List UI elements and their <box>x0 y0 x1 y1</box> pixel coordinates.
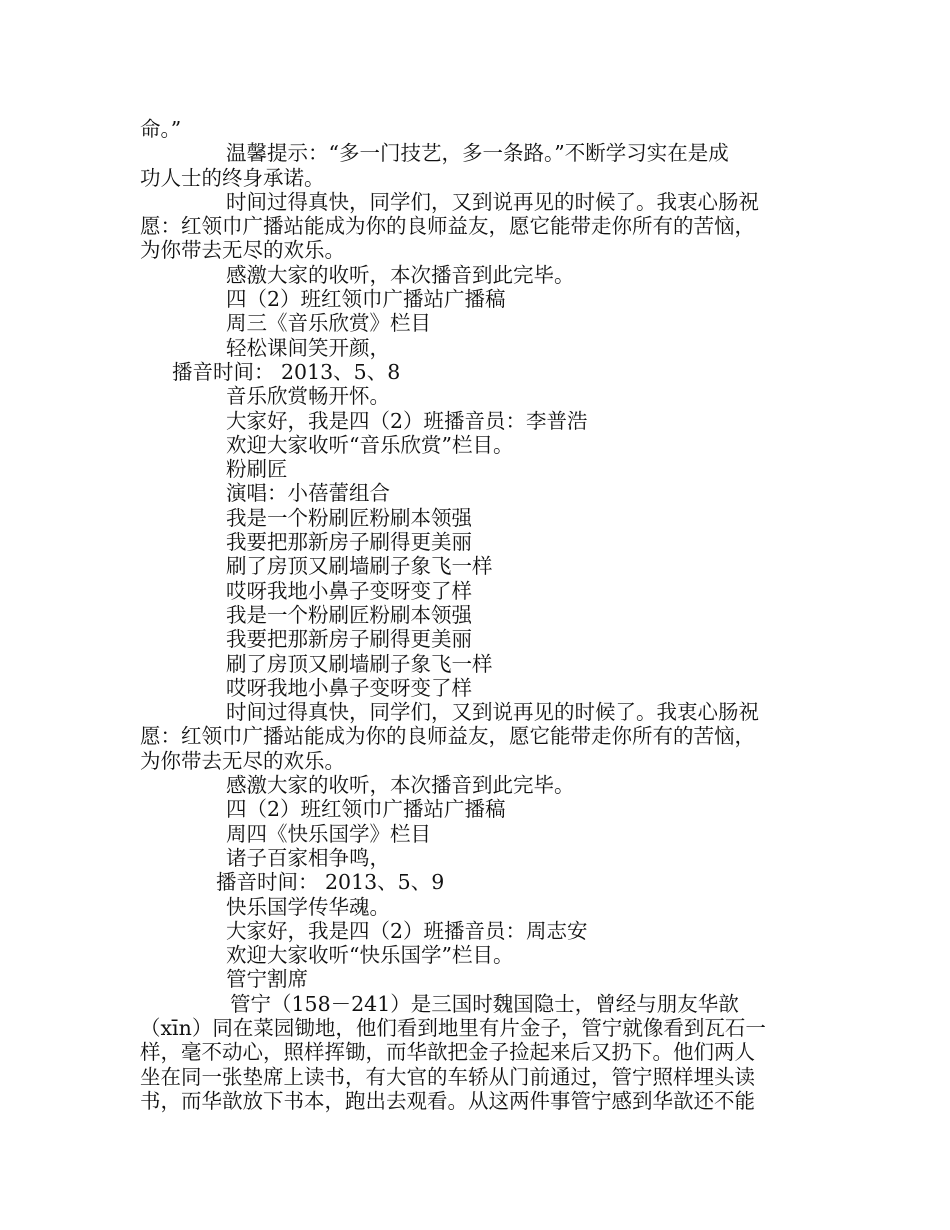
text-line: 样，毫不动心，照样挥锄，而华歆把金子捡起来后又扔下。他们两人 <box>140 1040 755 1065</box>
text-line: 诸子百家相争鸣， <box>226 845 390 870</box>
text-line: 管宁（158－241）是三国时魏国隐士，曾经与朋友华歆 <box>230 991 739 1016</box>
text-line: 愿：红领巾广播站能成为你的良师益友，愿它能带走你所有的苦恼， <box>140 214 755 239</box>
text-line: 刷了房顶又刷墙刷子象飞一样 <box>226 554 493 579</box>
text-line: 书，而华歆放下书本，跑出去观看。从这两件事管宁感到华歆还不能 <box>140 1088 755 1113</box>
text-line: 四（2）班红领巾广播站广播稿 <box>226 287 506 312</box>
text-line: 刷了房顶又刷墙刷子象飞一样 <box>226 651 493 676</box>
text-line: 播音时间： 2013、5、9 <box>216 870 445 895</box>
text-line: 我是一个粉刷匠粉刷本领强 <box>226 602 472 627</box>
text-line: 音乐欣赏畅开怀。 <box>226 384 390 409</box>
text-line: 功人士的终身承诺。 <box>140 165 325 190</box>
text-line: 周四《快乐国学》栏目 <box>226 821 431 846</box>
text-line: 时间过得真快，同学们，又到说再见的时候了。我衷心肠祝 <box>226 189 759 214</box>
document-body <box>140 117 820 1113</box>
text-line: 感激大家的收听，本次播音到此完毕。 <box>226 773 575 798</box>
text-line: 坐在同一张垫席上读书，有大官的车轿从门前通过，管宁照样埋头读 <box>140 1064 755 1089</box>
text-line: 轻松课间笑开颜， <box>226 335 390 360</box>
text-line: 为你带去无尽的欢乐。 <box>140 238 345 263</box>
text-line: 欢迎大家收听“音乐欣赏”栏目。 <box>226 432 514 457</box>
text-line: 管宁割席 <box>226 967 308 992</box>
text-line: 播音时间： 2013、5、8 <box>172 359 401 384</box>
text-line: 感激大家的收听，本次播音到此完毕。 <box>226 262 575 287</box>
text-line: 演唱：小蓓蕾组合 <box>226 481 390 506</box>
text-line: 温馨提示：“多一门技艺，多一条路。”不断学习实在是成 <box>226 141 729 166</box>
text-line: 命。” <box>140 117 182 141</box>
text-line: 为你带去无尽的欢乐。 <box>140 748 345 773</box>
text-line: 粉刷匠 <box>226 457 288 482</box>
text-line: 愿：红领巾广播站能成为你的良师益友，愿它能带走你所有的苦恼， <box>140 724 755 749</box>
text-line: 我是一个粉刷匠粉刷本领强 <box>226 505 472 530</box>
text-line: 大家好，我是四（2）班播音员：李普浩 <box>226 408 588 433</box>
text-line: 四（2）班红领巾广播站广播稿 <box>226 797 506 822</box>
text-line: 周三《音乐欣赏》栏目 <box>226 311 431 336</box>
text-line: 大家好，我是四（2）班播音员：周志安 <box>226 918 588 943</box>
text-line: （xīn）同在菜园锄地，他们看到地里有片金子，管宁就像看到瓦石一 <box>140 1015 766 1040</box>
text-line: 欢迎大家收听“快乐国学”栏目。 <box>226 943 514 968</box>
text-line: 哎呀我地小鼻子变呀变了样 <box>226 675 472 700</box>
text-line: 我要把那新房子刷得更美丽 <box>226 530 472 555</box>
text-line: 哎呀我地小鼻子变呀变了样 <box>226 578 472 603</box>
text-line: 快乐国学传华魂。 <box>226 894 390 919</box>
text-line: 时间过得真快，同学们，又到说再见的时候了。我衷心肠祝 <box>226 700 759 725</box>
text-line: 我要把那新房子刷得更美丽 <box>226 627 472 652</box>
